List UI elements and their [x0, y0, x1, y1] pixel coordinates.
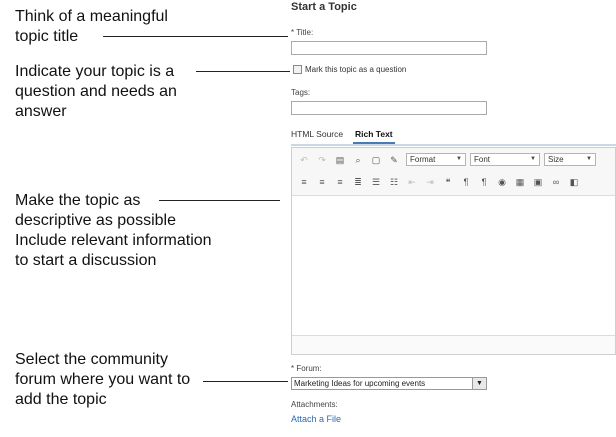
format-select-value: Format	[410, 155, 436, 164]
rich-text-editor[interactable]	[291, 147, 616, 355]
align-right-icon[interactable]: ≡	[337, 177, 343, 187]
font-select-value: Font	[474, 155, 491, 164]
callout-descriptive-line: to start a discussion	[15, 252, 157, 269]
title-input[interactable]	[291, 41, 487, 55]
callout-descriptive-connector	[159, 200, 280, 201]
callout-title-line: topic title	[15, 28, 79, 45]
callout-forum	[15, 350, 190, 410]
attachments-label: Attachments:	[291, 400, 338, 409]
callout-title-line: Think of a meaningful	[15, 8, 168, 25]
callout-forum-line: add the topic	[15, 391, 107, 408]
outdent-icon[interactable]: ⇤	[408, 177, 416, 187]
callout-descriptive-line: Include relevant information	[15, 232, 212, 249]
globe-icon[interactable]: ◉	[498, 177, 506, 187]
callout-forum-line: Select the community	[15, 351, 168, 368]
callout-forum-line: forum where you want to	[15, 371, 191, 388]
question-checkbox-label: Mark this topic as a question	[305, 65, 407, 74]
editor-tabs	[291, 127, 616, 146]
numbered-list-icon[interactable]: ☰	[371, 177, 381, 187]
callout-descriptive-line: descriptive as possible	[15, 212, 176, 229]
image-icon[interactable]: ▣	[533, 177, 543, 187]
forum-select[interactable]	[291, 377, 487, 390]
paste-text-icon[interactable]: ▢	[371, 154, 381, 165]
undo-icon[interactable]: ↶	[300, 154, 308, 165]
forum-select-value: Marketing Ideas for upcoming events	[294, 379, 426, 388]
redo-icon[interactable]: ↷	[318, 154, 326, 165]
editor-toolbar	[292, 148, 615, 196]
font-select[interactable]	[470, 153, 540, 166]
pen-icon[interactable]: ✎	[390, 154, 398, 165]
size-select-value: Size	[548, 155, 564, 164]
attach-file-link[interactable]: Attach a File	[291, 414, 342, 424]
find-icon[interactable]: ⌕	[355, 154, 361, 165]
rtl-icon[interactable]: ¶	[481, 177, 487, 187]
chevron-down-icon: ▼	[530, 156, 536, 162]
chevron-down-icon: ▼	[456, 156, 462, 162]
start-topic-form	[291, 0, 616, 437]
editor-statusbar	[292, 335, 615, 354]
callout-question-line: question and needs an	[15, 83, 177, 100]
callout-title-connector	[103, 36, 288, 37]
toolbar-row-2	[298, 176, 586, 188]
bulleted-list-icon[interactable]: ☷	[389, 177, 399, 187]
question-checkbox[interactable]	[293, 65, 302, 74]
callout-descriptive-line: Make the topic as	[15, 192, 141, 209]
tags-label: Tags:	[291, 88, 311, 97]
size-select[interactable]	[544, 153, 596, 166]
indent-icon[interactable]: ⇥	[426, 177, 434, 187]
callout-descriptive	[15, 191, 212, 271]
chevron-down-icon: ▼	[586, 156, 592, 162]
callout-title	[15, 7, 168, 47]
table-icon[interactable]: ▦	[515, 177, 525, 187]
media-icon[interactable]: ◧	[569, 177, 579, 187]
chevron-down-icon[interactable]: ▼	[472, 378, 486, 389]
ltr-icon[interactable]: ¶	[463, 177, 469, 187]
title-label: * Title:	[291, 28, 314, 37]
toolbar-row-1	[298, 153, 600, 166]
question-checkbox-row[interactable]	[293, 65, 406, 74]
tags-input[interactable]	[291, 101, 487, 115]
paste-icon[interactable]: ▤	[335, 154, 345, 165]
callout-question-connector	[196, 71, 290, 72]
forum-label: * Forum:	[291, 364, 322, 373]
justify-icon[interactable]: ≣	[354, 177, 362, 187]
format-select[interactable]	[406, 153, 466, 166]
form-heading: Start a Topic	[291, 1, 357, 13]
blockquote-icon[interactable]: ❝	[445, 177, 451, 187]
callout-forum-connector	[203, 381, 288, 382]
align-left-icon[interactable]: ≡	[301, 177, 307, 187]
link-icon[interactable]: ∞	[552, 177, 560, 187]
align-center-icon[interactable]: ≡	[319, 177, 325, 187]
callout-question-line: answer	[15, 103, 67, 120]
tab-rich-text[interactable]: Rich Text	[355, 129, 393, 139]
callout-question	[15, 62, 177, 122]
callout-question-line: Indicate your topic is a	[15, 63, 175, 80]
tab-html-source[interactable]: HTML Source	[291, 129, 344, 139]
